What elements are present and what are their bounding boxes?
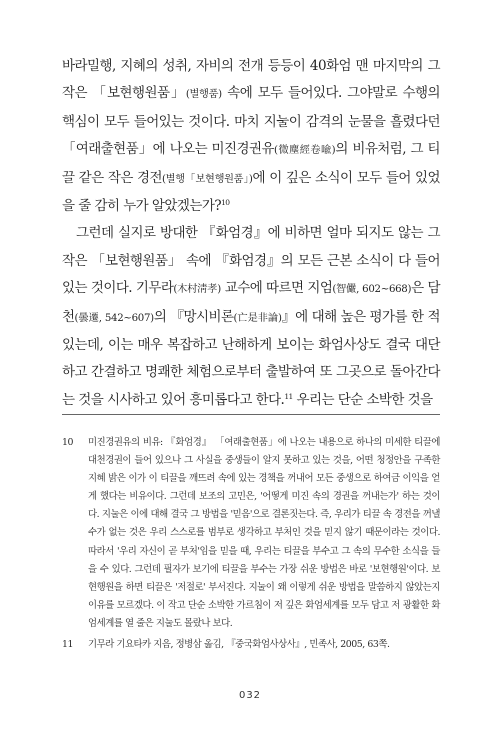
p2-annotation-a: (木村淸孝) — [173, 284, 221, 296]
p1-text-d: 에 이 깊은 소식이 모두 들어 있었을 줄 감히 누가 알았겠는가? — [62, 169, 440, 215]
p2-text-c: 은 담천 — [62, 280, 441, 325]
footnote-number: 11 — [62, 639, 74, 651]
paragraph-2 — [62, 220, 440, 414]
footnote-ref-11: 11 — [284, 391, 293, 401]
p2-text-e: 』에 대해 높은 평가를 한 적 있는데, 이는 매우 복잡하고 난해하게 보이는 화엄사상도 결국 대단하고 간결하고 명쾌한 체험으로부터 출발하여 또 그곳으로 돌아간다는 것을 시사하고 있어 흥미롭다고 한다. — [62, 308, 441, 408]
paragraph-1 — [62, 53, 440, 220]
p1-text-a: 바라밀행, 지혜의 성취, 자비의 전개 등등이 40화엄 맨 마지막의 그 작은 「보현행원품」 — [62, 58, 440, 102]
page-number: 032 — [238, 690, 262, 701]
p2-text-f: 우리는 단순 소박한 것을 — [292, 391, 433, 408]
footnote-10 — [62, 434, 440, 633]
footnote-number: 10 — [62, 437, 74, 448]
p1-annotation-b: (微塵經卷喩) — [274, 145, 336, 157]
p1-text-b: 속에 모두 들어있다. 그야말로 수행의 핵심이 모두 들어있는 것이다. 마치 지눌이 감격의 눈물을 흘렸다던 「여래출현품」에 나오는 미진경권유 — [62, 85, 441, 158]
p1-text-c: 의 비유처럼, 그 티끌 같은 작은 경전 — [62, 141, 441, 186]
footnotes — [62, 434, 440, 657]
p1-annotation-c: (별행「보현행원품」) — [161, 173, 253, 185]
body-text — [62, 53, 440, 414]
p1-annotation-a: (별행품) — [185, 89, 222, 101]
footnote-11 — [62, 636, 440, 654]
p2-annotation-b: (智儼, 602~668) — [332, 284, 412, 296]
p2-text-d: 의 『망시비론 — [153, 308, 234, 325]
p2-annotation-c: (曇遷, 542~607) — [74, 312, 154, 324]
footnote-text: 기무라 기요타카 지음, 정병삼 옮김, 『중국화엄사상사』, 민족사, 2005, 63쪽. — [88, 639, 390, 651]
p2-text-a: 그런데 실지로 방대한 『화엄경』에 비하면 얼마 되지도 않는 그 작은 「보현행원품」 속에 『화엄경』의 모든 근본 소식이 다 들어있는 것이다. 기무라 — [62, 225, 440, 297]
p2-annotation-d: (亡是非論) — [233, 312, 282, 324]
footnote-ref-10: 10 — [221, 198, 230, 208]
footnote-divider — [62, 414, 440, 415]
p2-text-b: 교수에 따르면 지엄 — [220, 280, 333, 297]
footnote-text: 미진경권유의 비유: 『화엄경』 「여래출현품」에 나오는 내용으로 하나의 미세한 티끌에 대천경권이 들어 있으나 그 사실을 중생들이 알지 못하고 있는 것을, 어떤 청정안을 구족한 지혜 밝은 이가 이 티끌을 깨뜨려 속에 있는 경책을 꺼내어 모든 중생으로 하여금 이익을 얻게 했다는 비유이다. 그런데 보조의 고민은, '어떻게 미진 속의 경권을 꺼내는가' 하는 것이다. 지눌은 이에 대해 결국 그 방법을 '믿음'으로 결론짓는다. 즉, 우리가 티끌 속 경전을 꺼낼 수가 없는 것은 우리 스스로를 범부로 생각하고 부처인 것을 믿지 않기 때문이라는 것이다. 따라서 '우리 자신이 곧 부처'임을 믿을 때, 우리는 티끌을 부수고 그 속의 무수한 소식을 들을 수 있다. 그런데 필자가 보기에 티끌을 부수는 가장 쉬운 방법은 바로 '보현행원'이다. 보현행원을 하면 티끌은 '저절로' 부서진다. 지눌이 왜 이렇게 쉬운 방법을 말씀하지 않았는지 이유를 모르겠다. 이 작고 단순 소박한 가르침이 저 깊은 화엄세계를 모두 담고 저 광활한 화엄세계를 열 줄은 지눌도 몰랐나 보다. — [88, 437, 440, 629]
